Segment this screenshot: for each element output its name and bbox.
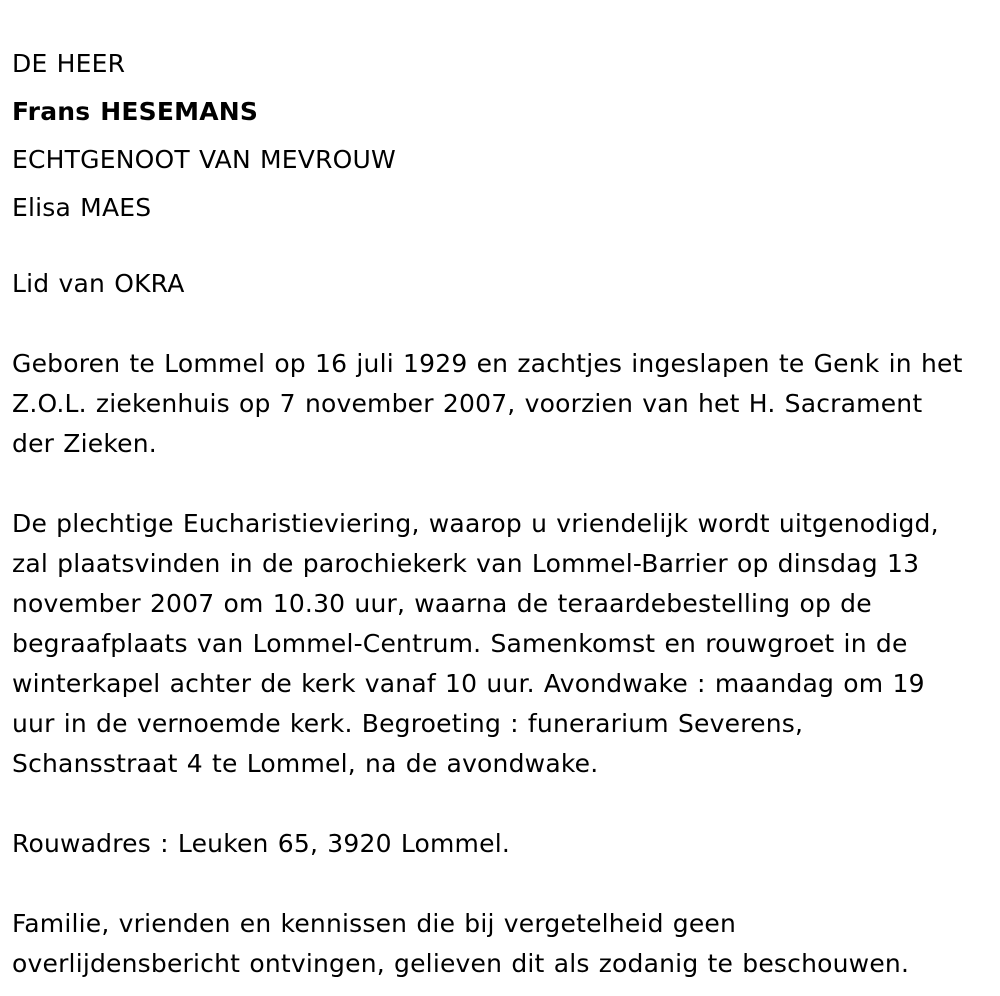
paragraph-line: winterkapel achter de kerk vanaf 10 uur. Avondwake : maandag om 19	[12, 669, 925, 698]
membership: Lid van OKRA	[12, 269, 185, 298]
paragraph-line: Schansstraat 4 te Lommel, na de avondwake.	[12, 749, 599, 778]
closing-paragraph	[12, 904, 988, 984]
spacer	[12, 464, 988, 504]
paragraph-line: der Zieken.	[12, 429, 157, 458]
spouse-name: Elisa MAES	[12, 193, 152, 222]
spacer	[12, 232, 988, 264]
spacer	[12, 784, 988, 824]
paragraph-line: zal plaatsvinden in de parochiekerk van Lommel-Barrier op dinsdag 13	[12, 549, 920, 578]
paragraph-line: overlijdensbericht ontvingen, gelieven dit als zodanig te beschouwen.	[12, 949, 910, 978]
birth-death-paragraph	[12, 344, 988, 464]
paragraph-line: De plechtige Eucharistieviering, waarop u vriendelijk wordt uitgenodigd,	[12, 509, 939, 538]
spouse-relation: ECHTGENOOT VAN MEVROUW	[12, 145, 396, 174]
paragraph-line: november 2007 om 10.30 uur, waarna de teraardebestelling op de	[12, 589, 872, 618]
spacer	[12, 304, 988, 344]
paragraph-line: uur in de vernoemde kerk. Begroeting : funerarium Severens,	[12, 709, 804, 738]
deceased-name: Frans HESEMANS	[12, 97, 259, 126]
title-prefix: DE HEER	[12, 49, 126, 78]
ceremony-paragraph	[12, 504, 988, 784]
paragraph-line: begraafplaats van Lommel-Centrum. Samenkomst en rouwgroet in de	[12, 629, 908, 658]
spacer	[12, 864, 988, 904]
mourning-address: Rouwadres : Leuken 65, 3920 Lommel.	[12, 829, 510, 858]
paragraph-line: Geboren te Lommel op 16 juli 1929 en zachtjes ingeslapen te Genk in het	[12, 349, 963, 378]
paragraph-line: Familie, vrienden en kennissen die bij vergetelheid geen	[12, 909, 737, 938]
paragraph-line: Z.O.L. ziekenhuis op 7 november 2007, voorzien van het H. Sacrament	[12, 389, 923, 418]
